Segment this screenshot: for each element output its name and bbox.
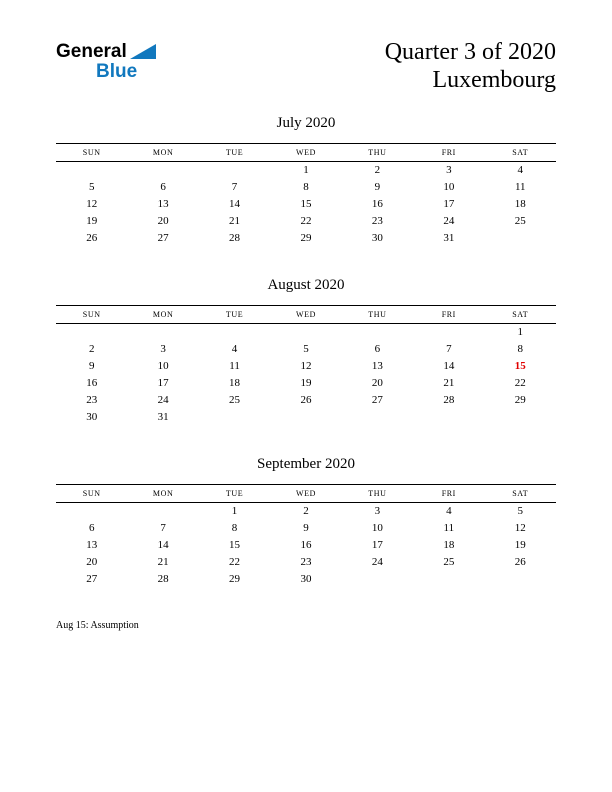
date-cell: 13 [371,359,383,372]
date-cell: 30 [300,572,312,585]
weekday-header-row [56,143,556,161]
date-cell: 6 [374,342,381,355]
week-row [56,213,556,230]
week-row [56,409,556,426]
date-cell: 13 [157,197,169,210]
date-cell: 20 [86,555,98,568]
empty-cell [199,409,270,426]
date-cell: 14 [157,538,169,551]
date-cell: 21 [157,555,169,568]
empty-cell [485,409,556,426]
date-cell: 9 [374,180,381,193]
weekday-header-row [56,484,556,502]
date-cell: 15 [229,538,241,551]
date-cell: 24 [371,555,383,568]
date-cell: 2 [88,342,95,355]
date-cell: 1 [303,163,309,176]
week-row [56,323,556,341]
week-row [56,179,556,196]
logo-text-general: General [56,41,127,62]
date-cell: 10 [443,180,455,193]
date-cell: 3 [160,342,166,355]
date-cell: 22 [300,214,312,227]
week-row [56,520,556,537]
holiday-footnote: Aug 15: Assumption [56,619,139,631]
date-cell: 16 [86,376,98,389]
date-cell: 27 [371,393,383,406]
week-row [56,554,556,571]
empty-cell [342,409,413,426]
weekday-header: FRI [413,305,484,323]
empty-cell [342,323,413,341]
weekday-header: SUN [56,143,127,161]
weekday-header: THU [342,305,413,323]
general-blue-logo [56,38,156,81]
date-cell: 5 [517,504,524,517]
date-cell: 22 [229,555,241,568]
date-cell: 17 [443,197,455,210]
weekday-header: SAT [485,143,556,161]
date-cell: 14 [229,197,241,210]
empty-cell [56,323,127,341]
empty-cell [127,323,198,341]
weekday-row [56,484,556,502]
month-table [56,143,556,247]
date-cell: 5 [88,180,95,193]
date-cell: 8 [303,180,309,193]
date-cell: 6 [160,180,166,193]
empty-cell [342,571,413,588]
month-july-2020 [56,115,556,247]
empty-cell [56,161,127,179]
date-cell: 26 [300,393,312,406]
date-cell: 15 [300,197,312,210]
months-container [0,115,612,588]
week-row [56,392,556,409]
date-cell: 17 [371,538,383,551]
weekday-header: FRI [413,143,484,161]
date-cell: 11 [514,180,526,193]
week-row [56,341,556,358]
date-cell: 23 [86,393,98,406]
date-cell: 1 [517,325,524,338]
date-cell: 4 [517,163,524,176]
date-cell: 20 [371,376,383,389]
date-cell: 21 [443,376,455,389]
month-september-2020 [56,456,556,588]
date-cell: 25 [514,214,526,227]
date-cell: 30 [86,410,98,423]
date-cell: 23 [300,555,312,568]
date-cell: 22 [514,376,526,389]
date-cell: 4 [446,504,452,517]
month-title: July 2020 [276,114,336,131]
date-cell: 26 [514,555,526,568]
date-cell: 14 [443,359,455,372]
month-table [56,305,556,426]
date-cell: 19 [514,538,526,551]
date-cell: 1 [231,504,238,517]
weekday-header: TUE [199,484,270,502]
date-cell: 23 [371,214,383,227]
weekday-header: WED [270,305,341,323]
weekday-header: WED [270,484,341,502]
date-cell: 12 [86,197,98,210]
date-cell: 28 [229,231,241,244]
date-cell: 11 [443,521,455,534]
week-row [56,571,556,588]
date-cell: 16 [300,538,312,551]
date-cell: 30 [371,231,383,244]
date-cell: 28 [157,572,169,585]
date-cell: 18 [443,538,455,551]
page-header [0,0,612,95]
date-cell: 31 [157,410,169,423]
weekday-header: FRI [413,484,484,502]
empty-cell [270,323,341,341]
week-row [56,161,556,179]
weekday-header: MON [127,305,198,323]
week-row [56,375,556,392]
weekday-header: THU [342,143,413,161]
weekday-header-row [56,305,556,323]
date-cell: 8 [517,342,524,355]
month-title: August 2020 [267,276,345,293]
date-cell: 15 [514,359,526,372]
date-cell: 2 [374,163,381,176]
date-cell: 12 [514,521,526,534]
date-cell: 2 [303,504,309,517]
date-cell: 18 [229,376,241,389]
weekday-header: MON [127,143,198,161]
weekday-row [56,305,556,323]
date-cell: 13 [86,538,98,551]
date-cell: 20 [157,214,169,227]
weekday-header: SAT [485,484,556,502]
title-quarter: Quarter 3 of 2020 [384,39,556,65]
date-cell: 9 [88,359,95,372]
date-cell: 25 [229,393,241,406]
dates-body [56,502,556,588]
weekday-header: WED [270,143,341,161]
date-cell: 7 [160,521,166,534]
date-cell: 21 [229,214,241,227]
date-cell: 27 [157,231,169,244]
empty-cell [127,161,198,179]
title-country: Luxembourg [432,67,556,94]
date-cell: 29 [514,393,526,406]
weekday-row [56,143,556,161]
empty-cell [127,502,198,520]
date-cell: 24 [443,214,455,227]
week-row [56,502,556,520]
logo-text-blue: Blue [96,61,138,82]
weekday-header: SUN [56,305,127,323]
logo-line-general [56,42,156,61]
date-cell: 7 [446,342,452,355]
date-cell: 3 [446,163,452,176]
empty-cell [485,571,556,588]
weekday-header: TUE [199,305,270,323]
date-cell: 24 [157,393,169,406]
dates-body [56,323,556,426]
date-cell: 28 [443,393,455,406]
week-row [56,358,556,375]
date-cell: 4 [231,342,238,355]
logo-triangle-icon [130,44,156,59]
date-cell: 31 [443,231,455,244]
date-cell: 17 [157,376,169,389]
week-row [56,230,556,247]
week-row [56,537,556,554]
weekday-header: MON [127,484,198,502]
dates-body [56,161,556,247]
weekday-header: THU [342,484,413,502]
date-cell: 6 [88,521,95,534]
date-cell: 26 [86,231,98,244]
weekday-header: SUN [56,484,127,502]
date-cell: 5 [303,342,309,355]
date-cell: 7 [231,180,238,193]
empty-cell [199,161,270,179]
date-cell: 16 [371,197,383,210]
empty-cell [413,571,484,588]
date-cell: 10 [157,359,169,372]
weekday-header: SAT [485,305,556,323]
date-cell: 29 [229,572,241,585]
month-title: September 2020 [257,455,355,472]
date-cell: 9 [303,521,309,534]
date-cell: 19 [86,214,98,227]
date-cell: 11 [229,359,240,372]
date-cell: 27 [86,572,98,585]
date-cell: 25 [443,555,455,568]
empty-cell [270,409,341,426]
date-cell: 8 [231,521,238,534]
page-title [385,38,556,95]
empty-cell [413,323,484,341]
date-cell: 19 [300,376,312,389]
empty-cell [413,409,484,426]
empty-cell [485,230,556,247]
date-cell: 29 [300,231,312,244]
weekday-header: TUE [199,143,270,161]
empty-cell [56,502,127,520]
date-cell: 18 [514,197,526,210]
month-table [56,484,556,588]
empty-cell [199,323,270,341]
month-august-2020 [56,277,556,426]
week-row [56,196,556,213]
date-cell: 12 [300,359,312,372]
date-cell: 10 [371,521,383,534]
date-cell: 3 [374,504,381,517]
